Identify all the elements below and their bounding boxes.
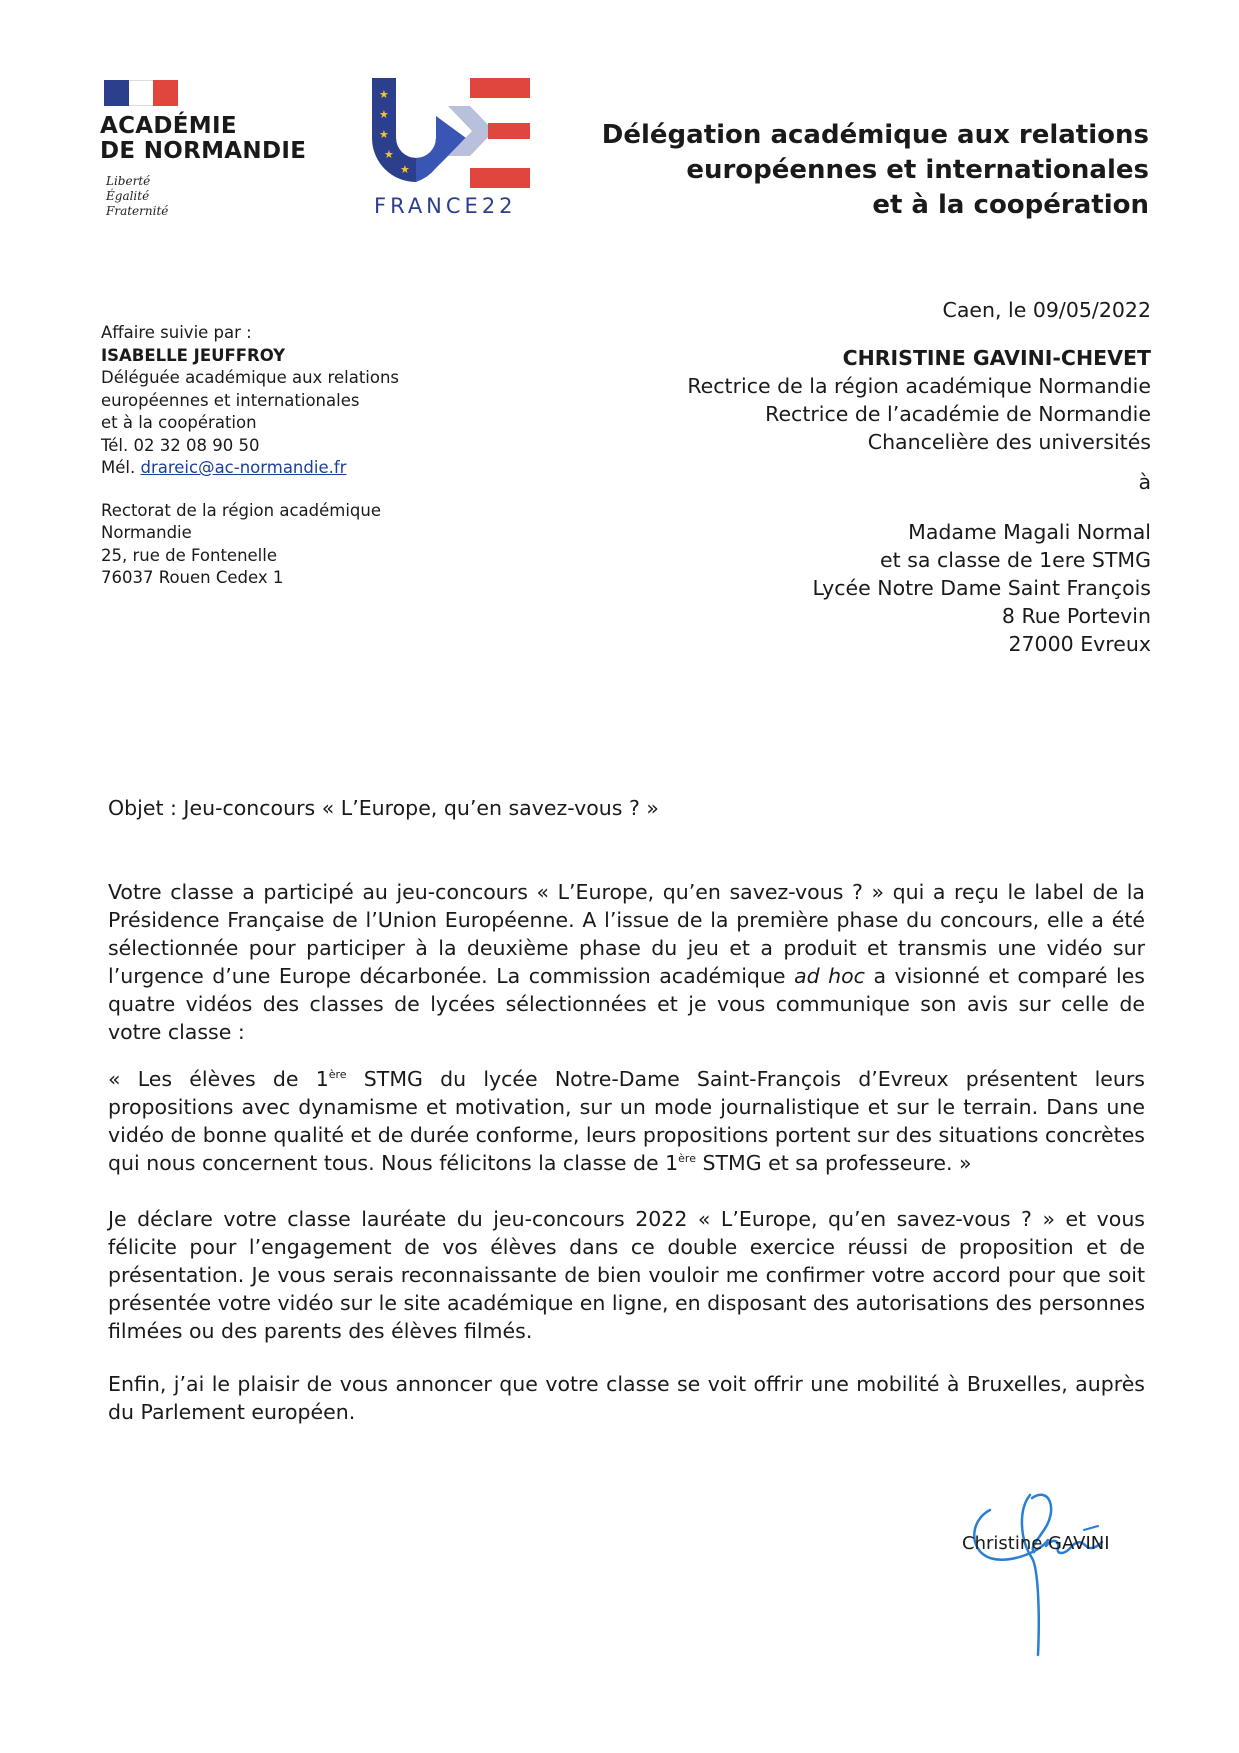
motto-liberte: Liberté [106,174,151,188]
ue-emblem-icon [370,76,532,194]
sender-role-line: européennes et internationales [101,390,360,410]
svg-text:★: ★ [379,128,389,141]
delegation-line: Délégation académique aux relations [601,120,1149,150]
to-marker: à [1138,470,1151,494]
motto-fraternite: Fraternité [106,204,169,218]
p2-sup-2: ère [678,1152,696,1166]
signature-name: Christine GAVINI [962,1533,1110,1554]
academie-logo [100,80,340,219]
sender-mail-link[interactable]: drareic@ac-normandie.fr [140,458,347,477]
body-paragraph-3: Je déclare votre classe lauréate du jeu-concours 2022 « L’Europe, qu’en savez-vous ? » et vous félicite pour l’engagement de vos élèves dans ce double exercice réussi de proposition et de présentation. Je vous serais reconnaissante de bien vouloir me confirmer votre accord pour que soit présentée votre vidéo sur le site académique en ligne, en disposant des autorisations des personnes filmées ou des parents des élèves filmés. [108,1207,1145,1343]
p2-text-c: STMG et sa professeure. » [695,1151,972,1175]
letter-date: Caen, le 09/05/2022 [942,298,1151,322]
recipient-block [531,296,1151,658]
delegation-title [589,118,1149,223]
sender-mail [101,457,461,480]
recipient-address-line: et sa classe de 1ere STMG [880,548,1151,572]
republic-motto [106,174,340,219]
p2-text-a: « Les élèves de 1 [108,1067,329,1091]
p1-text-a: Votre classe a participé au jeu-concours « L’Europe, qu’en savez-vous ? » qui a reçu le label de la Présidence Française de l’Union Européenne. A l’issue de la première phase du concours, elle a été sélectionnée pour participer à la deuxième phase du jeu et a produit et transmis une vidéo sur l’urgence d’une Europe décarbonée. La commission académique [108,880,1145,988]
france22-logo [370,76,532,216]
academie-line1: ACADÉMIE [100,113,237,139]
sender-intro: Affaire suivie par : [101,323,252,342]
sender-block [101,322,461,590]
sender-mail-label: Mél. [101,458,136,477]
academie-name [100,114,340,164]
sender-address-line: 76037 Rouen Cedex 1 [101,568,284,587]
sender-address-line: Rectorat de la région académique [101,500,382,520]
svg-text:★: ★ [379,108,389,121]
sender-role-line: Déléguée académique aux relations [101,368,400,387]
delegation-line: européennes et internationales [686,155,1149,185]
body-paragraph-1 [108,878,1145,1046]
recipient-address-line: Madame Magali Normal [908,520,1151,544]
sender-tel: Tél. 02 32 08 90 50 [101,435,260,455]
motto-egalite: Égalité [106,189,150,203]
author-title: Rectrice de la région académique Normandie [687,374,1151,398]
recipient-address [531,518,1151,658]
p2-text-b: STMG du lycée Notre-Dame Saint-François d’Evreux présentent leurs propositions avec dynamisme et motivation, sur un mode journalistique et sur le terrain. Dans une vidéo de bonne qualité et de durée conforme, leurs propositions portent sur des situations concrètes qui nous concernent tous. Nous félicitons la classe de 1 [108,1067,1145,1175]
svg-text:★: ★ [384,148,394,161]
p1-italic: ad hoc [794,964,865,988]
body-paragraph-2 [108,1065,1145,1177]
marianne-flag-icon [104,80,178,106]
handwritten-signature-icon [960,1490,1160,1660]
sender-address-line: Normandie [101,523,192,542]
author-title: Chancelière des universités [867,430,1151,454]
letter-subject: Objet : Jeu-concours « L’Europe, qu’en savez-vous ? » [108,796,659,820]
sender-name: ISABELLE JEUFFROY [101,345,286,365]
sender-role-line: et à la coopération [101,413,257,432]
p2-sup-1: ère [328,1068,347,1082]
author-name: CHRISTINE GAVINI-CHEVET [842,346,1151,370]
p1-text-b: a visionné et comparé les quatre vidéos des classes de lycées sélectionnées et je vous communique son avis sur celle de votre classe : [108,964,1145,1044]
svg-text:★: ★ [400,163,410,176]
body-paragraph-4: Enfin, j’ai le plaisir de vous annoncer que votre classe se voit offrir une mobilité à Bruxelles, auprès du Parlement européen. [108,1372,1145,1424]
svg-text:★: ★ [379,88,389,101]
author-title: Rectrice de l’académie de Normandie [765,402,1151,426]
delegation-line: et à la coopération [872,190,1149,220]
recipient-address-line: 27000 Evreux [1008,632,1151,656]
academie-line2: DE NORMANDIE [100,138,307,164]
recipient-address-line: 8 Rue Portevin [1001,604,1151,628]
sender-address-line: 25, rue de Fontenelle [101,545,277,565]
recipient-address-line: Lycée Notre Dame Saint François [812,576,1151,600]
france22-label: FRANCE22 [374,194,517,218]
